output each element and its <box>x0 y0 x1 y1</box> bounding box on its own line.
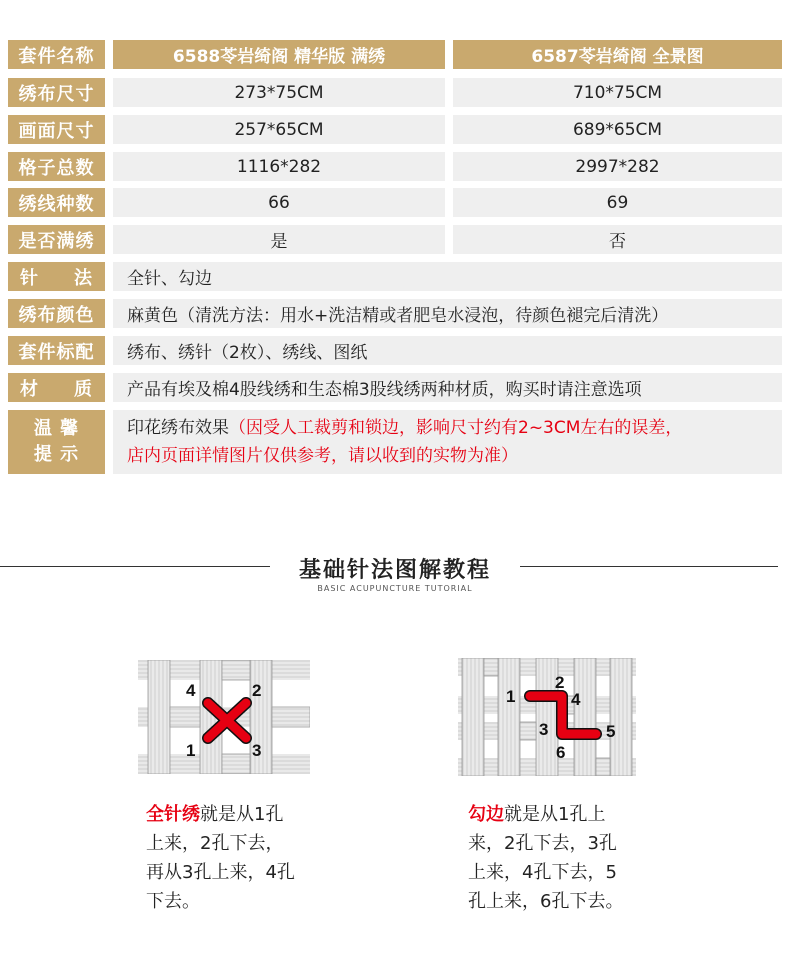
label-kit-contents: 套件标配 <box>8 336 105 365</box>
notice-red-line1: （因受人工裁剪和锁边，影响尺寸约有2~3CM左右的误差， <box>229 418 683 438</box>
hole-number: 4 <box>186 681 196 700</box>
label-cloth-color: 绣布颜色 <box>8 299 105 328</box>
full-stitch-desc-line4: 下去。 <box>146 891 200 912</box>
hole-number: 5 <box>606 722 616 741</box>
weave-thread <box>610 658 632 776</box>
backstitch-desc-line2: 来，2孔下去，3孔 <box>468 833 617 854</box>
hole-number: 2 <box>555 673 565 692</box>
full-embroidery-6587: 否 <box>453 225 782 254</box>
hole-number: 1 <box>506 687 516 706</box>
grid-count-6587: 2997*282 <box>453 152 782 181</box>
weave-thread <box>484 658 498 676</box>
full-stitch-desc-line1 <box>146 800 346 829</box>
label-full-embroidery: 是否满绣 <box>8 225 105 254</box>
cloth-size-6587: 710*75CM <box>453 78 782 107</box>
hole-number: 1 <box>186 741 196 760</box>
weave-thread <box>596 758 610 776</box>
weave-thread <box>272 707 310 727</box>
weave-thread <box>520 722 536 740</box>
weave-thread <box>574 658 596 776</box>
row-grid-count <box>8 152 782 181</box>
label-stitch-method <box>8 262 105 291</box>
stitch-method-value: 全针、勾边 <box>113 262 782 291</box>
label-notice <box>8 410 105 474</box>
row-cloth-size <box>8 78 782 107</box>
heading-divider-left <box>0 566 270 567</box>
label-notice-line1: 温 馨 <box>33 418 80 439</box>
hole-number: 6 <box>556 743 566 762</box>
label-kit-name: 套件名称 <box>8 40 105 69</box>
label-stitch-method-a: 针 <box>20 267 39 289</box>
tutorial-subtitle: BASIC ACUPUNCTURE TUTORIAL <box>317 584 473 593</box>
weave-thread <box>462 658 484 776</box>
weave-thread <box>222 754 250 774</box>
cloth-size-6588: 273*75CM <box>113 78 445 107</box>
row-full-embroidery <box>8 225 782 254</box>
row-image-size <box>8 115 782 144</box>
backstitch-description <box>468 800 678 916</box>
weave-thread <box>498 658 520 776</box>
tutorial-title: 基础针法图解教程 <box>298 558 491 583</box>
notice-line1 <box>127 414 682 442</box>
kit-contents-value: 绣布、绣针（2枚）、绣线、图纸 <box>113 336 782 365</box>
kit-name-6587: 6587苓岩绮阁 全景图 <box>453 40 782 69</box>
material-value: 产品有埃及棉4股线绣和生态棉3股线绣两种材质，购买时请注意选项 <box>113 373 782 402</box>
notice-prefix: 印花绣布效果 <box>127 418 229 438</box>
label-thread-count: 绣线种数 <box>8 188 105 217</box>
label-material-b: 质 <box>74 378 93 400</box>
label-image-size: 画面尺寸 <box>8 115 105 144</box>
thread-count-6587: 69 <box>453 188 782 217</box>
grid-count-6588: 1116*282 <box>113 152 445 181</box>
row-kit-name <box>8 40 782 69</box>
row-kit-contents <box>8 336 782 365</box>
backstitch-name: 勾边 <box>468 804 504 825</box>
label-stitch-method-b: 法 <box>74 267 93 289</box>
backstitch-desc-line3: 上来，4孔下去，5 <box>468 862 617 883</box>
row-cloth-color <box>8 299 782 328</box>
full-stitch-description <box>146 800 346 916</box>
full-stitch-name: 全针绣 <box>146 804 200 825</box>
full-embroidery-6588: 是 <box>113 225 445 254</box>
label-material-a: 材 <box>20 378 39 400</box>
hole-number: 2 <box>252 681 262 700</box>
hole-number: 3 <box>252 741 262 760</box>
full-stitch-diagram <box>138 660 310 774</box>
hole-number: 3 <box>539 720 549 739</box>
row-notice <box>8 410 782 474</box>
kit-name-6588: 6588苓岩绮阁 精华版 满绣 <box>113 40 445 69</box>
image-size-6587: 689*65CM <box>453 115 782 144</box>
image-size-6588: 257*65CM <box>113 115 445 144</box>
notice-value <box>113 410 782 474</box>
backstitch-desc-line1-rest: 就是从1孔上 <box>504 804 606 825</box>
label-grid-count: 格子总数 <box>8 152 105 181</box>
cloth-color-value: 麻黄色（清洗方法：用水+洗洁精或者肥皂水浸泡，待颜色褪完后清洗） <box>113 299 782 328</box>
hole-number: 4 <box>571 690 581 709</box>
backstitch-desc-line4: 孔上来，6孔下去。 <box>468 891 624 912</box>
heading-divider-right <box>520 566 778 567</box>
full-stitch-desc-line2: 上来，2孔下去， <box>146 833 284 854</box>
label-cloth-size: 绣布尺寸 <box>8 78 105 107</box>
weave-thread <box>222 660 250 680</box>
row-stitch-method <box>8 262 782 291</box>
notice-red-line2: 店内页面详情图片仅供参考，请以收到的实物为准） <box>127 446 518 466</box>
weave-thread <box>148 660 170 774</box>
tutorial-heading <box>0 548 790 598</box>
full-stitch-desc-line1-rest: 就是从1孔 <box>200 804 284 825</box>
row-thread-count <box>8 188 782 217</box>
thread-count-6588: 66 <box>113 188 445 217</box>
backstitch-diagram <box>458 658 636 776</box>
full-stitch-desc-line3: 再从3孔上来，4孔 <box>146 862 295 883</box>
label-notice-line2: 提 示 <box>33 444 80 465</box>
row-material <box>8 373 782 402</box>
backstitch-desc-line1 <box>468 800 678 829</box>
weave-thread <box>170 707 200 727</box>
label-material <box>8 373 105 402</box>
